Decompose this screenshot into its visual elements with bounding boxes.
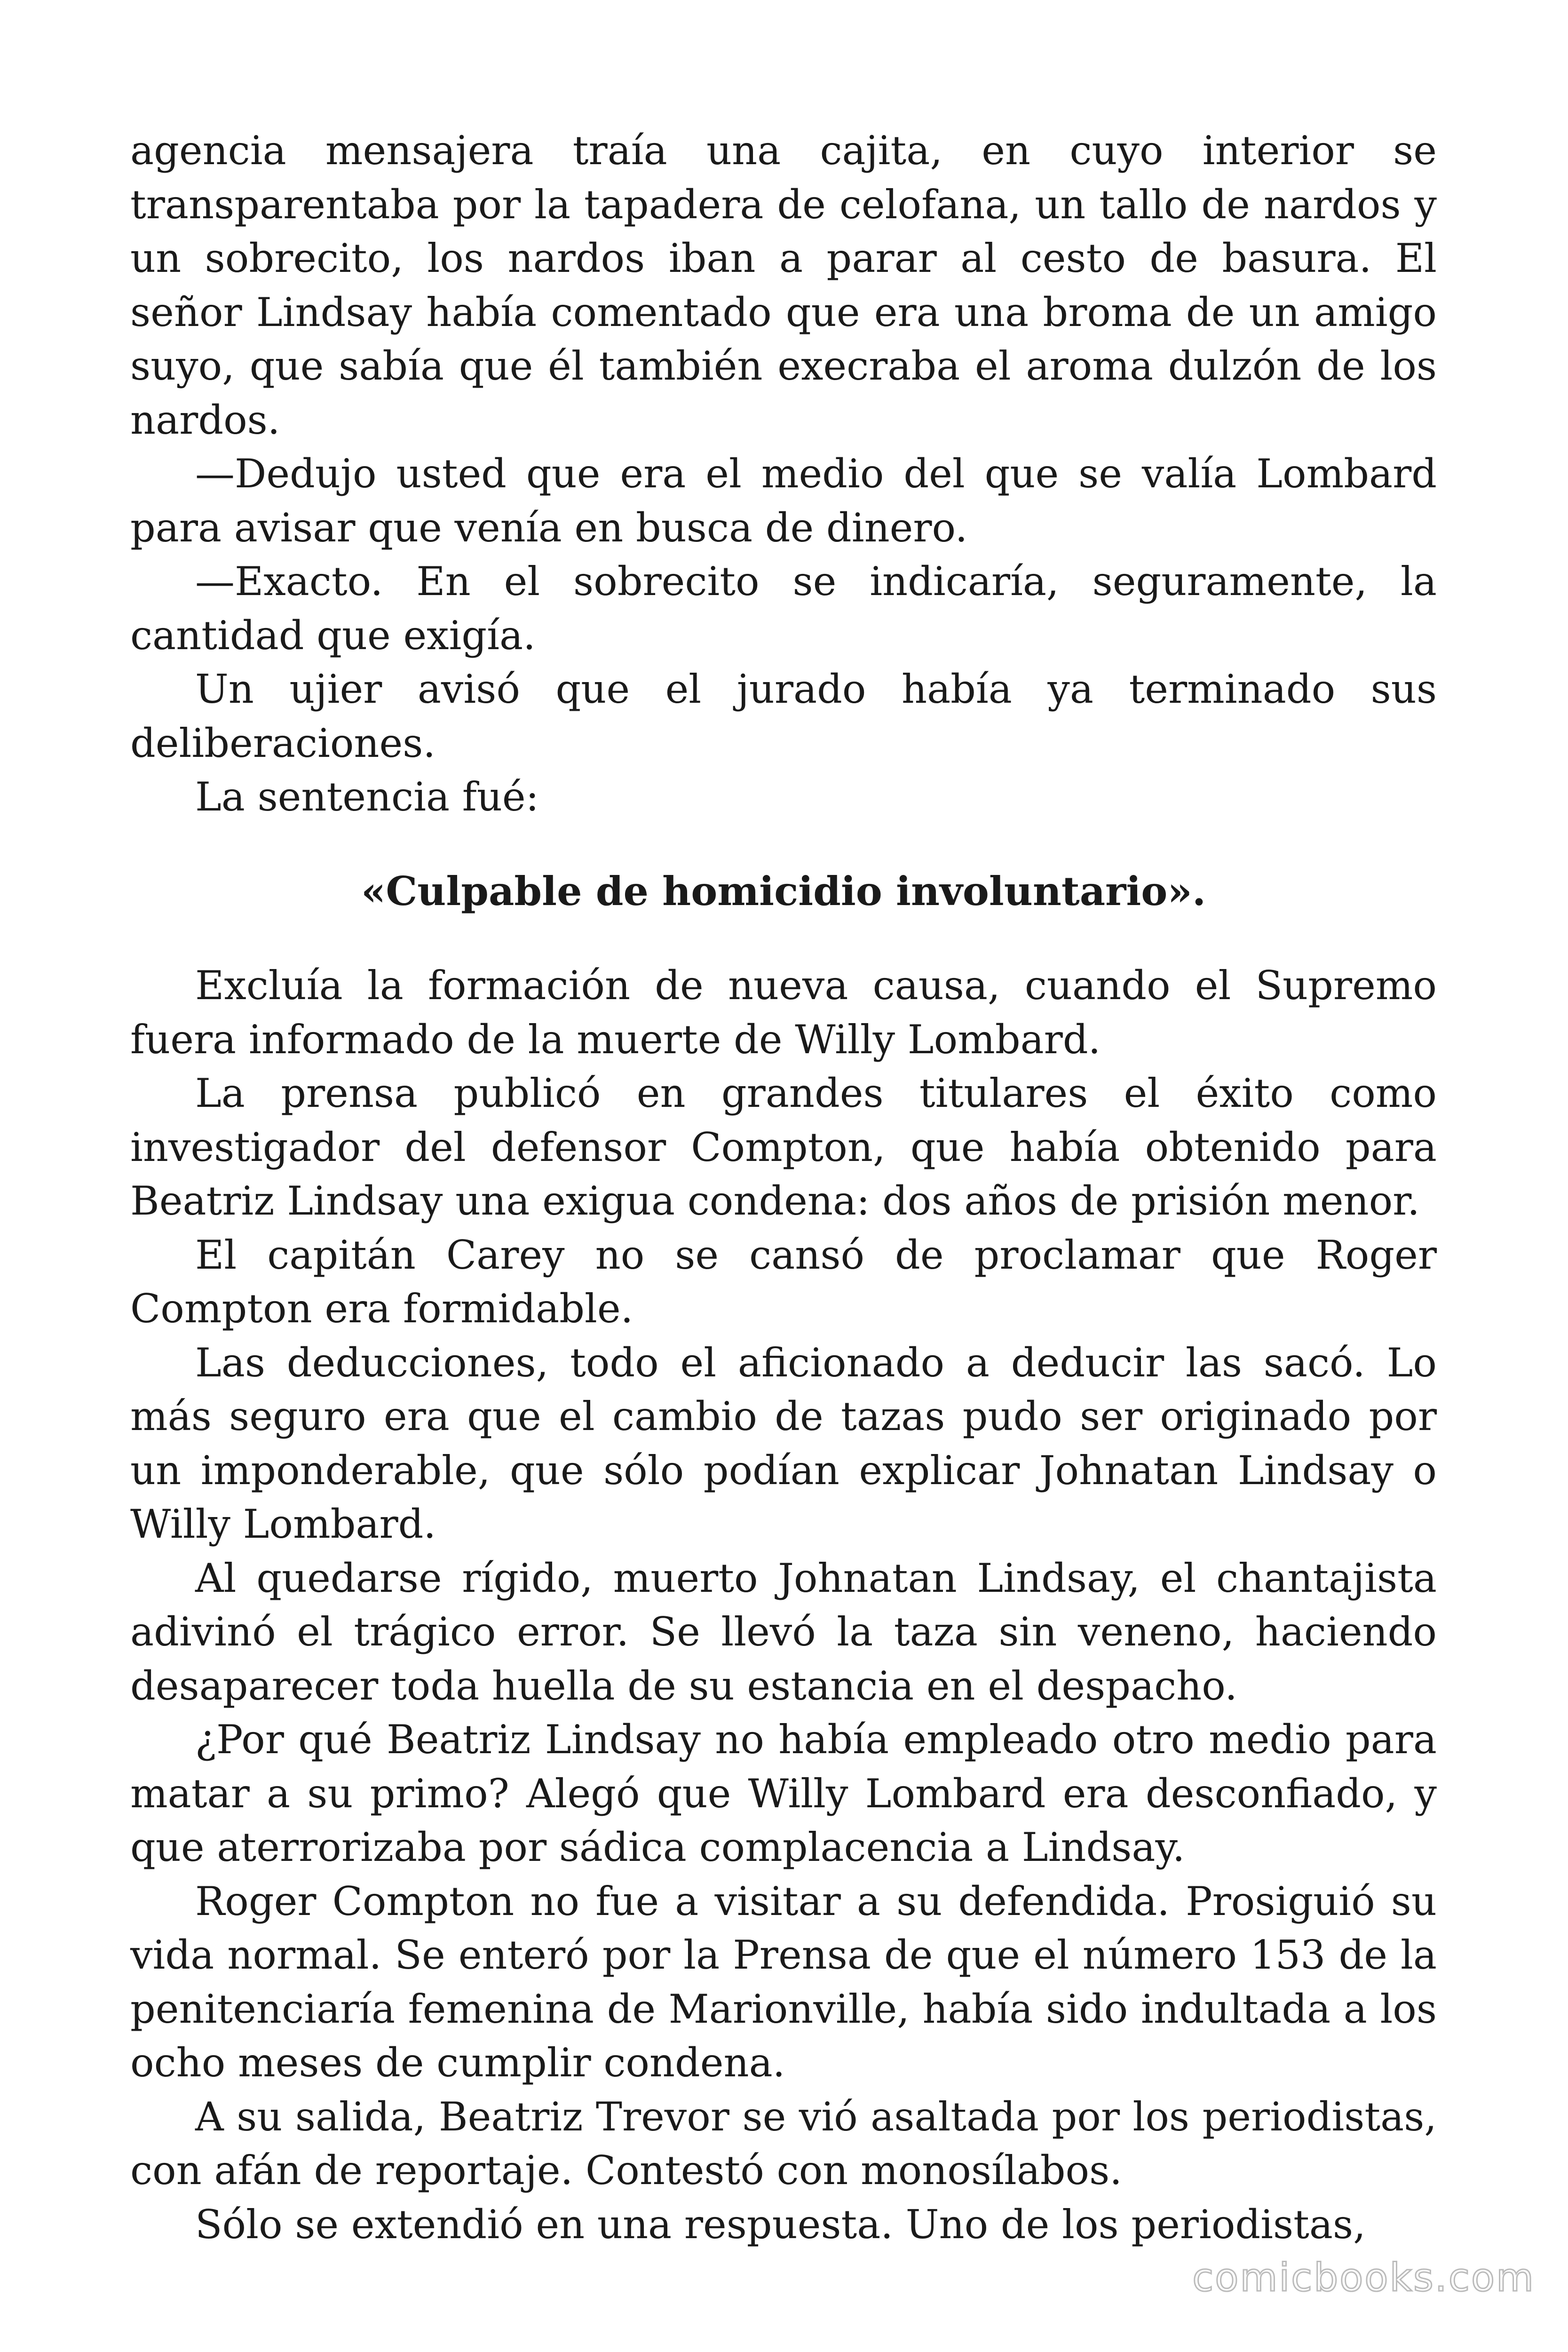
paragraph: Excluía la formación de nueva causa, cuando el Supremo fuera informado de la muerte de Willy Lombard. [130,962,1437,1063]
paragraph-dialogue: —Exacto. En el sobrecito se indicaría, seguramente, la cantidad que exigía. [130,558,1437,659]
paragraph: El capitán Carey no se cansó de proclamar que Roger Compton era formidable. [130,1232,1437,1332]
paragraph: Un ujier avisó que el jurado había ya terminado sus deliberaciones. [130,666,1437,766]
paragraph: Roger Compton no fue a visitar a su defendida. Prosiguió su vida normal. Se enteró por la Prensa de que el número 153 de la penitenciaría femenina de Marionville, había sido indultada a los ocho meses de cumplir condena. [130,1878,1437,2086]
verdict-heading: «Culpable de homicidio involuntario». [361,867,1206,914]
watermark: comicbooks.com [1192,2256,1535,2300]
paragraph: Sólo se extendió en una respuesta. Uno de los periodistas, [195,2201,1366,2248]
paragraph-continued: agencia mensajera traía una cajita, en cuyo interior se transparentaba por la tapadera de celofana, un tallo de nardos y un sobrecito, los nardos iban a parar al cesto de basura. El señor Lindsay había comentado que era una broma de un amigo suyo, que sabía que él también execraba el aroma dulzón de los nardos. [130,127,1437,443]
paragraph: Al quedarse rígido, muerto Johnatan Lindsay, el chantajista adivinó el trágico error. Se llevó la taza sin veneno, haciendo desaparecer toda huella de su estancia en el despacho. [130,1555,1437,1709]
body-text [130,124,1437,2251]
paragraph: La prensa publicó en grandes titulares el éxito como investigador del defensor Compton, que había obtenido para Beatriz Lindsay una exigua condena: dos años de prisión menor. [130,1070,1437,1224]
paragraph: Las deducciones, todo el aficionado a deducir las sacó. Lo más seguro era que el cambio de tazas pudo ser originado por un imponderable, que sólo podían explicar Johnatan Lindsay o Willy Lombard. [130,1339,1437,1547]
paragraph: A su salida, Beatriz Trevor se vió asaltada por los periodistas, con afán de reportaje. Contestó con monosílabos. [130,2093,1437,2193]
paragraph-dialogue: —Dedujo usted que era el medio del que se valía Lombard para avisar que venía en busca de dinero. [130,451,1437,551]
paragraph: ¿Por qué Beatriz Lindsay no había empleado otro medio para matar a su primo? Alegó que Willy Lombard era desconfiado, y que aterrorizaba por sádica complacencia a Lindsay. [130,1716,1437,1870]
paragraph: La sentencia fué: [195,774,539,820]
